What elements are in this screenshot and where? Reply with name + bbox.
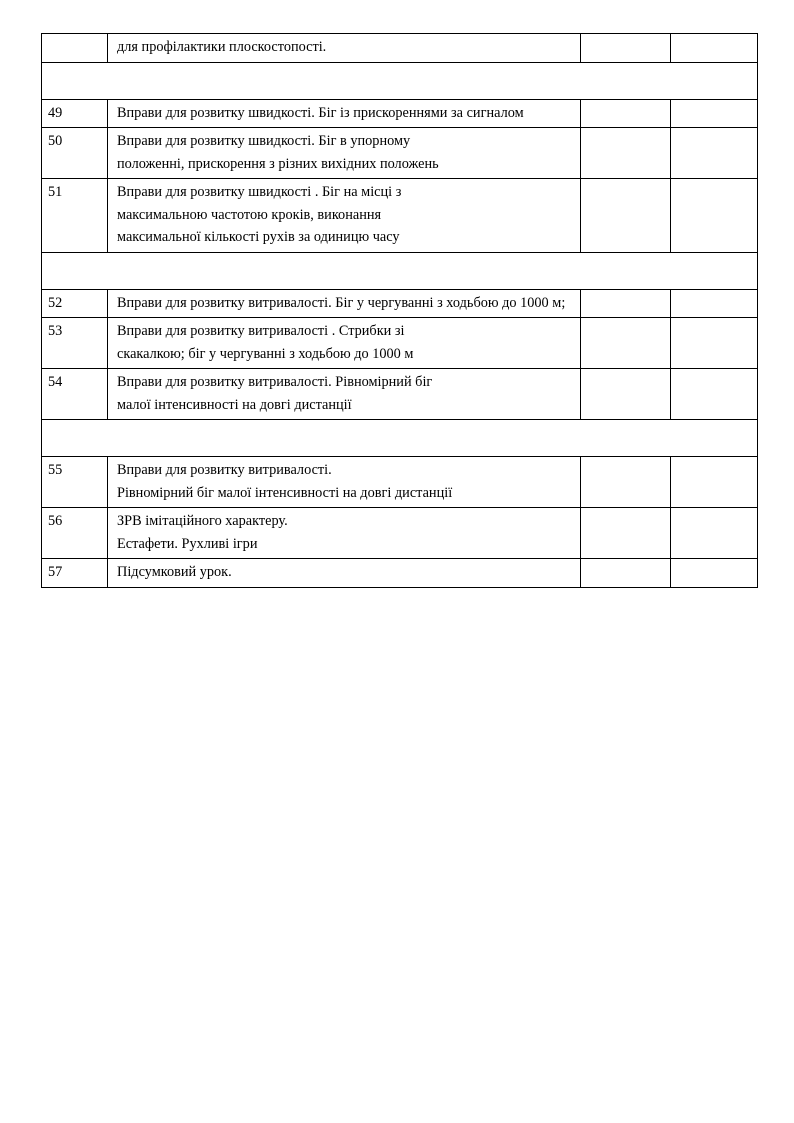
lesson-plan-table bbox=[41, 33, 758, 588]
lesson-description-cell bbox=[108, 318, 581, 369]
lesson-description-line: Вправи для розвитку швидкості. Біг в упорному bbox=[117, 133, 411, 149]
lesson-description-cell bbox=[108, 369, 581, 420]
lesson-description-line: для профілактики плоскостопості. bbox=[117, 39, 327, 55]
lesson-col4-cell bbox=[671, 289, 758, 318]
lesson-description-line: максимальною частотою кроків, виконання bbox=[117, 206, 382, 223]
lesson-description-line: Вправи для розвитку витривалості . Стрибки зі bbox=[117, 323, 405, 339]
lesson-col3-cell bbox=[581, 289, 671, 318]
table-row bbox=[42, 34, 758, 63]
lesson-col4-cell bbox=[671, 99, 758, 128]
lesson-col4-cell bbox=[671, 457, 758, 508]
lesson-description-line: Підсумковий урок. bbox=[117, 564, 232, 580]
lesson-number-cell: 49 bbox=[42, 99, 108, 128]
lesson-col3-cell bbox=[581, 128, 671, 179]
table-row bbox=[42, 99, 758, 128]
lesson-col3-cell bbox=[581, 179, 671, 253]
table-row bbox=[42, 369, 758, 420]
table-row bbox=[42, 318, 758, 369]
table-row bbox=[42, 179, 758, 253]
lesson-description-line: Вправи для розвитку швидкості. Біг із прискореннями за сигналом bbox=[117, 104, 524, 121]
lesson-description-line: положенні, прискорення з різних вихідних положень bbox=[117, 155, 439, 172]
lesson-description-cell bbox=[108, 289, 581, 318]
lesson-number-cell: 54 bbox=[42, 369, 108, 420]
lesson-description-line: Вправи для розвитку витривалості. bbox=[117, 462, 332, 478]
lesson-number-cell: 51 bbox=[42, 179, 108, 253]
table-row bbox=[42, 289, 758, 318]
lesson-col4-cell bbox=[671, 179, 758, 253]
lesson-col4-cell bbox=[671, 318, 758, 369]
lesson-number-cell: 52 bbox=[42, 289, 108, 318]
lesson-description-line: ЗРВ імітаційного характеру. bbox=[117, 513, 288, 529]
lesson-description-line: Вправи для розвитку швидкості . Біг на місці з bbox=[117, 184, 402, 200]
lesson-col3-cell bbox=[581, 34, 671, 63]
table-body bbox=[42, 34, 758, 588]
spacer-cell bbox=[42, 62, 758, 99]
lesson-description-cell bbox=[108, 99, 581, 128]
lesson-description-cell bbox=[108, 559, 581, 588]
lesson-number-cell: 56 bbox=[42, 508, 108, 559]
lesson-col4-cell bbox=[671, 559, 758, 588]
lesson-number-cell: 53 bbox=[42, 318, 108, 369]
lesson-col3-cell bbox=[581, 369, 671, 420]
lesson-col3-cell bbox=[581, 457, 671, 508]
lesson-col3-cell bbox=[581, 318, 671, 369]
table-spacer-row bbox=[42, 252, 758, 289]
lesson-col3-cell bbox=[581, 508, 671, 559]
lesson-number-cell: 55 bbox=[42, 457, 108, 508]
lesson-description-line: Естафети. Рухливі ігри bbox=[117, 535, 258, 552]
lesson-col3-cell bbox=[581, 99, 671, 128]
lesson-description-cell bbox=[108, 179, 581, 253]
lesson-description-line: Вправи для розвитку витривалості. Біг у чергуванні з ходьбою до 1000 м; bbox=[117, 294, 566, 311]
lesson-description-line: Вправи для розвитку витривалості. Рівномірний біг bbox=[117, 374, 433, 390]
lesson-description-cell bbox=[108, 128, 581, 179]
lesson-number-cell: 57 bbox=[42, 559, 108, 588]
lesson-col4-cell bbox=[671, 369, 758, 420]
lesson-col4-cell bbox=[671, 508, 758, 559]
spacer-cell bbox=[42, 420, 758, 457]
lesson-description-cell bbox=[108, 34, 581, 63]
lesson-description-line: малої інтенсивності на довгі дистанції bbox=[117, 396, 352, 413]
lesson-col3-cell bbox=[581, 559, 671, 588]
lesson-description-line: Рівномірний біг малої інтенсивності на довгі дистанції bbox=[117, 484, 453, 501]
lesson-description-line: максимальної кількості рухів за одиницю часу bbox=[117, 229, 400, 245]
lesson-description-cell bbox=[108, 457, 581, 508]
spacer-cell bbox=[42, 252, 758, 289]
lesson-col4-cell bbox=[671, 128, 758, 179]
table-spacer-row bbox=[42, 420, 758, 457]
lesson-number-cell bbox=[42, 34, 108, 63]
lesson-col4-cell bbox=[671, 34, 758, 63]
table-spacer-row bbox=[42, 62, 758, 99]
lesson-description-line: скакалкою; біг у чергуванні з ходьбою до 1000 м bbox=[117, 345, 414, 362]
lesson-number-cell: 50 bbox=[42, 128, 108, 179]
table-row bbox=[42, 128, 758, 179]
table-row bbox=[42, 559, 758, 588]
lesson-description-cell bbox=[108, 508, 581, 559]
table-row bbox=[42, 508, 758, 559]
table-row bbox=[42, 457, 758, 508]
